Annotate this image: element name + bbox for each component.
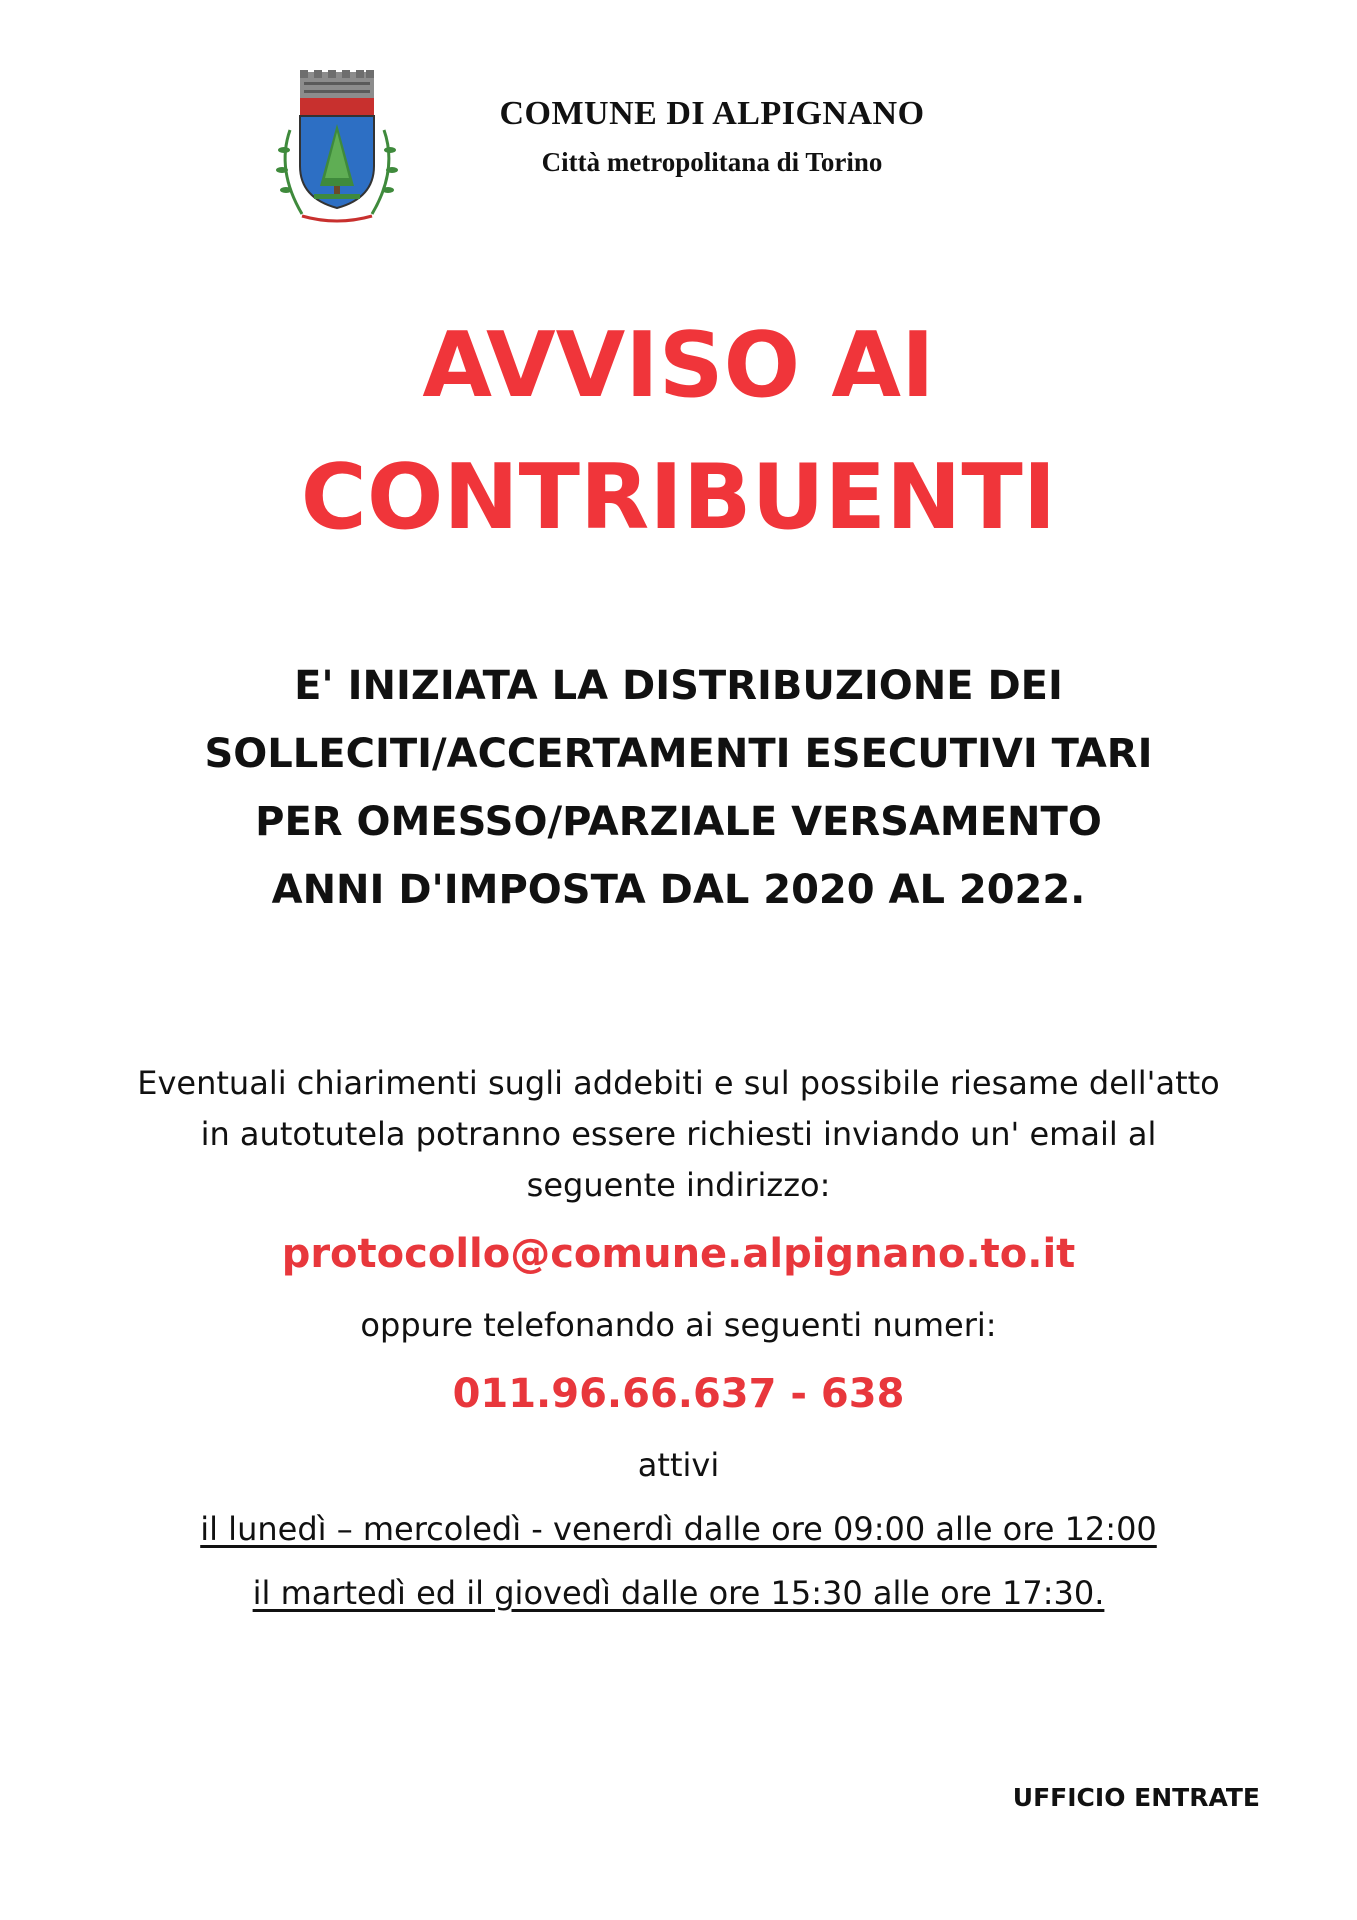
header-text <box>442 92 982 182</box>
notice-line: E' INIZIATA LA DISTRIBUZIONE DEI <box>294 663 1063 709</box>
office-hours-line: il lunedì – mercoledì - venerdì dalle ore 09:00 alle ore 12:00 <box>200 1510 1157 1548</box>
headline-line-1: AVVISO AI <box>422 313 935 418</box>
notice-line: PER OMESSO/PARZIALE VERSAMENTO <box>255 799 1102 845</box>
issuing-office: UFFICIO ENTRATE <box>1012 1783 1260 1812</box>
office-hours-line: il martedì ed il giovedì dalle ore 15:30 alle ore 17:30. <box>252 1574 1105 1612</box>
notice-line: SOLLECITI/ACCERTAMENTI ESECUTIVI TARI <box>204 731 1153 777</box>
contact-email: protocollo@comune.alpignano.to.it <box>281 1231 1076 1277</box>
municipality-name: COMUNE DI ALPIGNANO <box>499 95 925 132</box>
headline-line-2: CONTRIBUENTI <box>300 445 1057 550</box>
phone-intro: oppure telefonando ai seguenti numeri: <box>360 1306 997 1344</box>
body-line: seguente indirizzo: <box>526 1166 831 1204</box>
metropolitan-city: Città metropolitana di Torino <box>541 147 883 177</box>
contact-instructions <box>100 1058 1257 1211</box>
body-line: in autotutela potranno essere richiesti inviando un' email al <box>200 1115 1157 1153</box>
body-line: Eventuali chiarimenti sugli addebiti e sul possibile riesame dell'atto <box>137 1064 1220 1102</box>
municipality-header <box>262 70 962 230</box>
coat-of-arms-icon <box>262 70 412 230</box>
active-label: attivi <box>637 1446 720 1484</box>
contact-phone: 011.96.66.637 - 638 <box>452 1371 905 1417</box>
notice-headline <box>0 300 1357 564</box>
notice-statement <box>0 652 1357 924</box>
notice-line: ANNI D'IMPOSTA DAL 2020 AL 2022. <box>271 867 1086 913</box>
